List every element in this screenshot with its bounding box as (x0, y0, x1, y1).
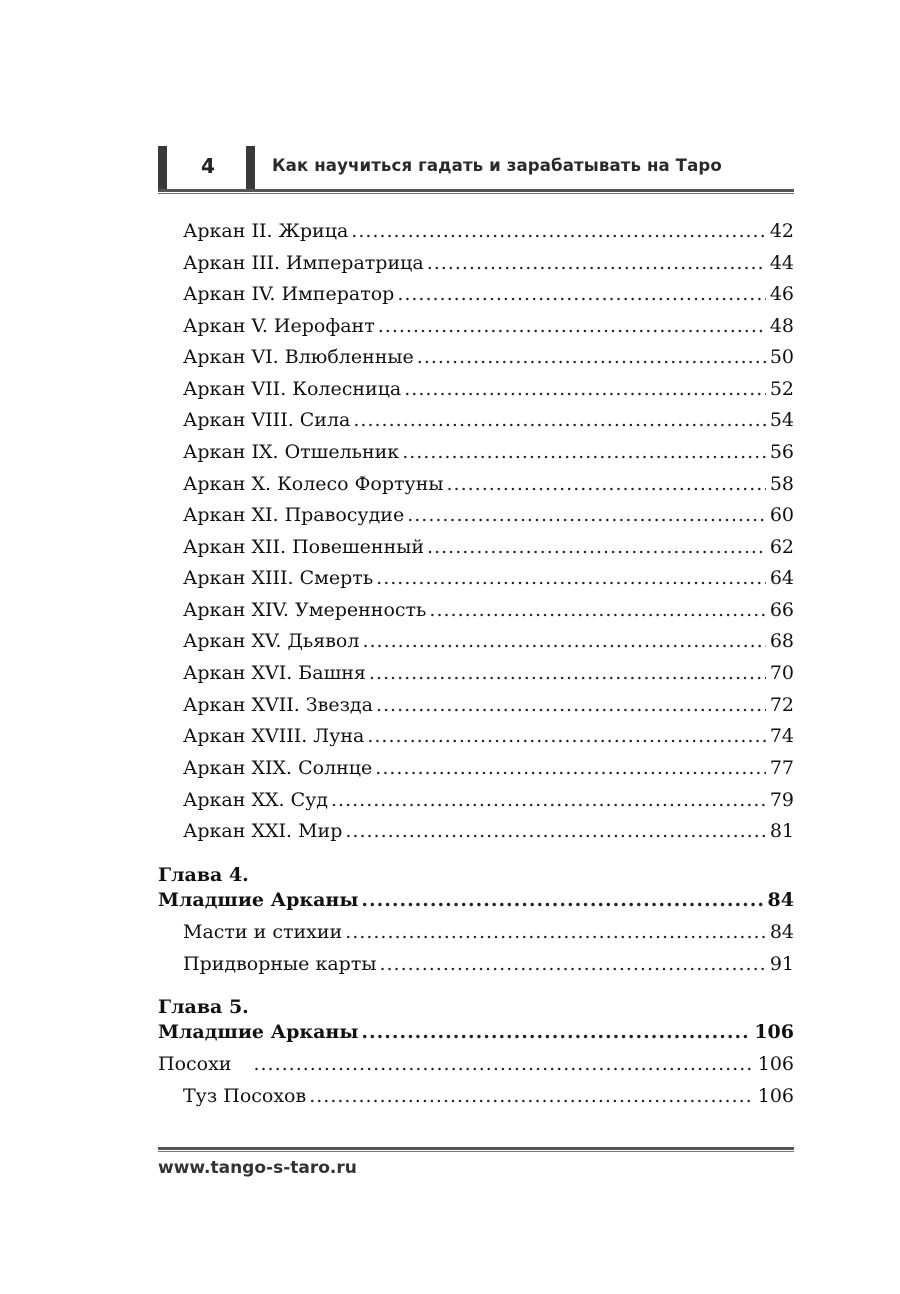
dot-leader (407, 503, 766, 527)
toc-entry-label: Младшие Арканы (158, 1021, 359, 1043)
toc-entry-label: Аркан XXI. Мир (183, 820, 343, 842)
toc-entry-page: 77 (769, 757, 794, 779)
toc-entry-label: Аркан XV. Дьявол (183, 630, 360, 652)
chapter-4-heading: Глава 4. (158, 864, 249, 886)
toc-entry-arcana-21 (183, 819, 794, 843)
dot-leader (427, 535, 766, 559)
dot-leader (417, 345, 766, 369)
toc-entry-label: Аркан VI. Влюбленные (183, 346, 414, 368)
chapter-5-heading: Глава 5. (158, 996, 249, 1018)
toc-entry-label: Придворные карты (183, 953, 377, 975)
toc-entry-page: 48 (769, 315, 794, 337)
dot-leader (429, 598, 765, 622)
toc-entry-page: 46 (769, 283, 794, 305)
toc-entry-arcana-15 (183, 629, 794, 653)
toc-entry-page: 72 (769, 694, 794, 716)
footer-website-url: www.tango-s-taro.ru (158, 1158, 357, 1178)
toc-entry-page: 58 (769, 473, 794, 495)
toc-entry-label: Аркан XIX. Солнце (183, 757, 373, 779)
toc-entry-arcana-10 (183, 472, 794, 496)
toc-entry-page: 52 (769, 378, 794, 400)
toc-entry-arcana-8 (183, 408, 794, 432)
toc-entry-label: Аркан IX. Отшельник (183, 441, 400, 463)
dot-leader (367, 724, 765, 748)
toc-entry-label: Младшие Арканы (158, 889, 359, 911)
dot-leader (379, 952, 765, 976)
toc-entry-suits (183, 920, 794, 944)
toc-entry-label: Аркан II. Жрица (183, 220, 349, 242)
dot-leader (397, 282, 766, 306)
dot-leader (361, 888, 763, 912)
chapter-5-title (158, 1020, 794, 1044)
toc-entry-page: 84 (769, 921, 794, 943)
toc-entry-page: 42 (769, 220, 794, 242)
toc-entry-label: Аркан IV. Император (183, 283, 395, 305)
toc-entry-page: 79 (769, 789, 794, 811)
toc-entry-page: 54 (769, 409, 794, 431)
book-title: Как научиться гадать и зарабатывать на Таро (272, 156, 722, 175)
toc-entry-page: 70 (769, 662, 794, 684)
dot-leader (404, 377, 766, 401)
toc-entry-page: 44 (769, 252, 794, 274)
dot-leader (447, 472, 766, 496)
toc-entry-label: Посохи (158, 1053, 232, 1075)
toc-entry-arcana-16 (183, 661, 794, 685)
toc-entry-arcana-17 (183, 693, 794, 717)
toc-entry-arcana-5 (183, 314, 794, 338)
toc-entry-page: 60 (769, 504, 794, 526)
toc-entry-arcana-9 (183, 440, 794, 464)
toc-entry-arcana-2 (183, 219, 794, 243)
toc-entry-page: 56 (769, 441, 794, 463)
toc-entry-label: Аркан VII. Колесница (183, 378, 402, 400)
toc-entry-wands-section (158, 1052, 794, 1076)
dot-leader (331, 788, 766, 812)
dot-leader (402, 440, 766, 464)
chapter-4-title (158, 888, 794, 912)
toc-entry-arcana-3 (183, 251, 794, 275)
toc-entry-page: 68 (769, 630, 794, 652)
toc-entry-page: 50 (769, 346, 794, 368)
dot-leader (362, 629, 765, 653)
toc-entry-page: 66 (769, 599, 794, 621)
toc-entry-page: 84 (767, 889, 794, 911)
toc-entry-label: Аркан III. Императрица (183, 252, 424, 274)
footer-rule-thin (158, 1151, 794, 1152)
toc-entry-label: Аркан XII. Повешенный (183, 536, 425, 558)
toc-entry-label: Аркан XI. Правосудие (183, 504, 405, 526)
toc-entry-arcana-20 (183, 788, 794, 812)
toc-entry-page: 106 (757, 1053, 794, 1075)
dot-leader (351, 219, 766, 243)
toc-entry-label: Аркан XIII. Смерть (183, 567, 374, 589)
toc-entry-arcana-7 (183, 377, 794, 401)
dot-leader (309, 1084, 754, 1108)
toc-entry-label: Аркан VIII. Сила (183, 409, 351, 431)
toc-entry-arcana-11 (183, 503, 794, 527)
dot-leader (375, 756, 766, 780)
dot-leader (427, 251, 766, 275)
toc-entry-label: Туз Посохов (183, 1085, 307, 1107)
toc-entry-page: 91 (769, 953, 794, 975)
toc-entry-label: Аркан X. Колесо Фортуны (183, 473, 444, 495)
toc-entry-arcana-13 (183, 566, 794, 590)
header-bar-left (158, 146, 167, 191)
toc-entry-label: Аркан XVIII. Луна (183, 725, 365, 747)
toc-entry-page: 81 (769, 820, 794, 842)
toc-entry-page: 62 (769, 536, 794, 558)
dot-leader (253, 1052, 753, 1076)
toc-entry-arcana-14 (183, 598, 794, 622)
dot-leader (376, 566, 766, 590)
toc-entry-label: Аркан XVI. Башня (183, 662, 366, 684)
toc-entry-page: 106 (757, 1085, 794, 1107)
toc-entry-label: Аркан XIV. Умеренность (183, 599, 427, 621)
running-header (158, 146, 794, 194)
header-rule-thin (158, 193, 794, 194)
page-number: 4 (201, 154, 215, 178)
toc-entry-court-cards (183, 952, 794, 976)
dot-leader (345, 920, 766, 944)
dot-leader (353, 408, 765, 432)
dot-leader (376, 693, 766, 717)
toc-entry-label: Аркан XX. Суд (183, 789, 329, 811)
footer-rule (158, 1147, 794, 1150)
toc-entry-arcana-19 (183, 756, 794, 780)
dot-leader (369, 661, 766, 685)
dot-leader (361, 1020, 750, 1044)
dot-leader (378, 314, 766, 338)
toc-entry-page: 64 (769, 567, 794, 589)
toc-entry-arcana-4 (183, 282, 794, 306)
toc-entry-label: Аркан V. Иерофант (183, 315, 375, 337)
toc-entry-arcana-18 (183, 724, 794, 748)
toc-entry-ace-of-wands (183, 1084, 794, 1108)
toc-entry-page: 74 (769, 725, 794, 747)
toc-entry-arcana-12 (183, 535, 794, 559)
toc-entry-label: Масти и стихии (183, 921, 343, 943)
header-bar-divider (246, 146, 255, 191)
toc-entry-label: Аркан XVII. Звезда (183, 694, 373, 716)
toc-entry-page: 106 (754, 1021, 794, 1043)
toc-entry-arcana-6 (183, 345, 794, 369)
dot-leader (345, 819, 765, 843)
header-rule (158, 189, 794, 192)
